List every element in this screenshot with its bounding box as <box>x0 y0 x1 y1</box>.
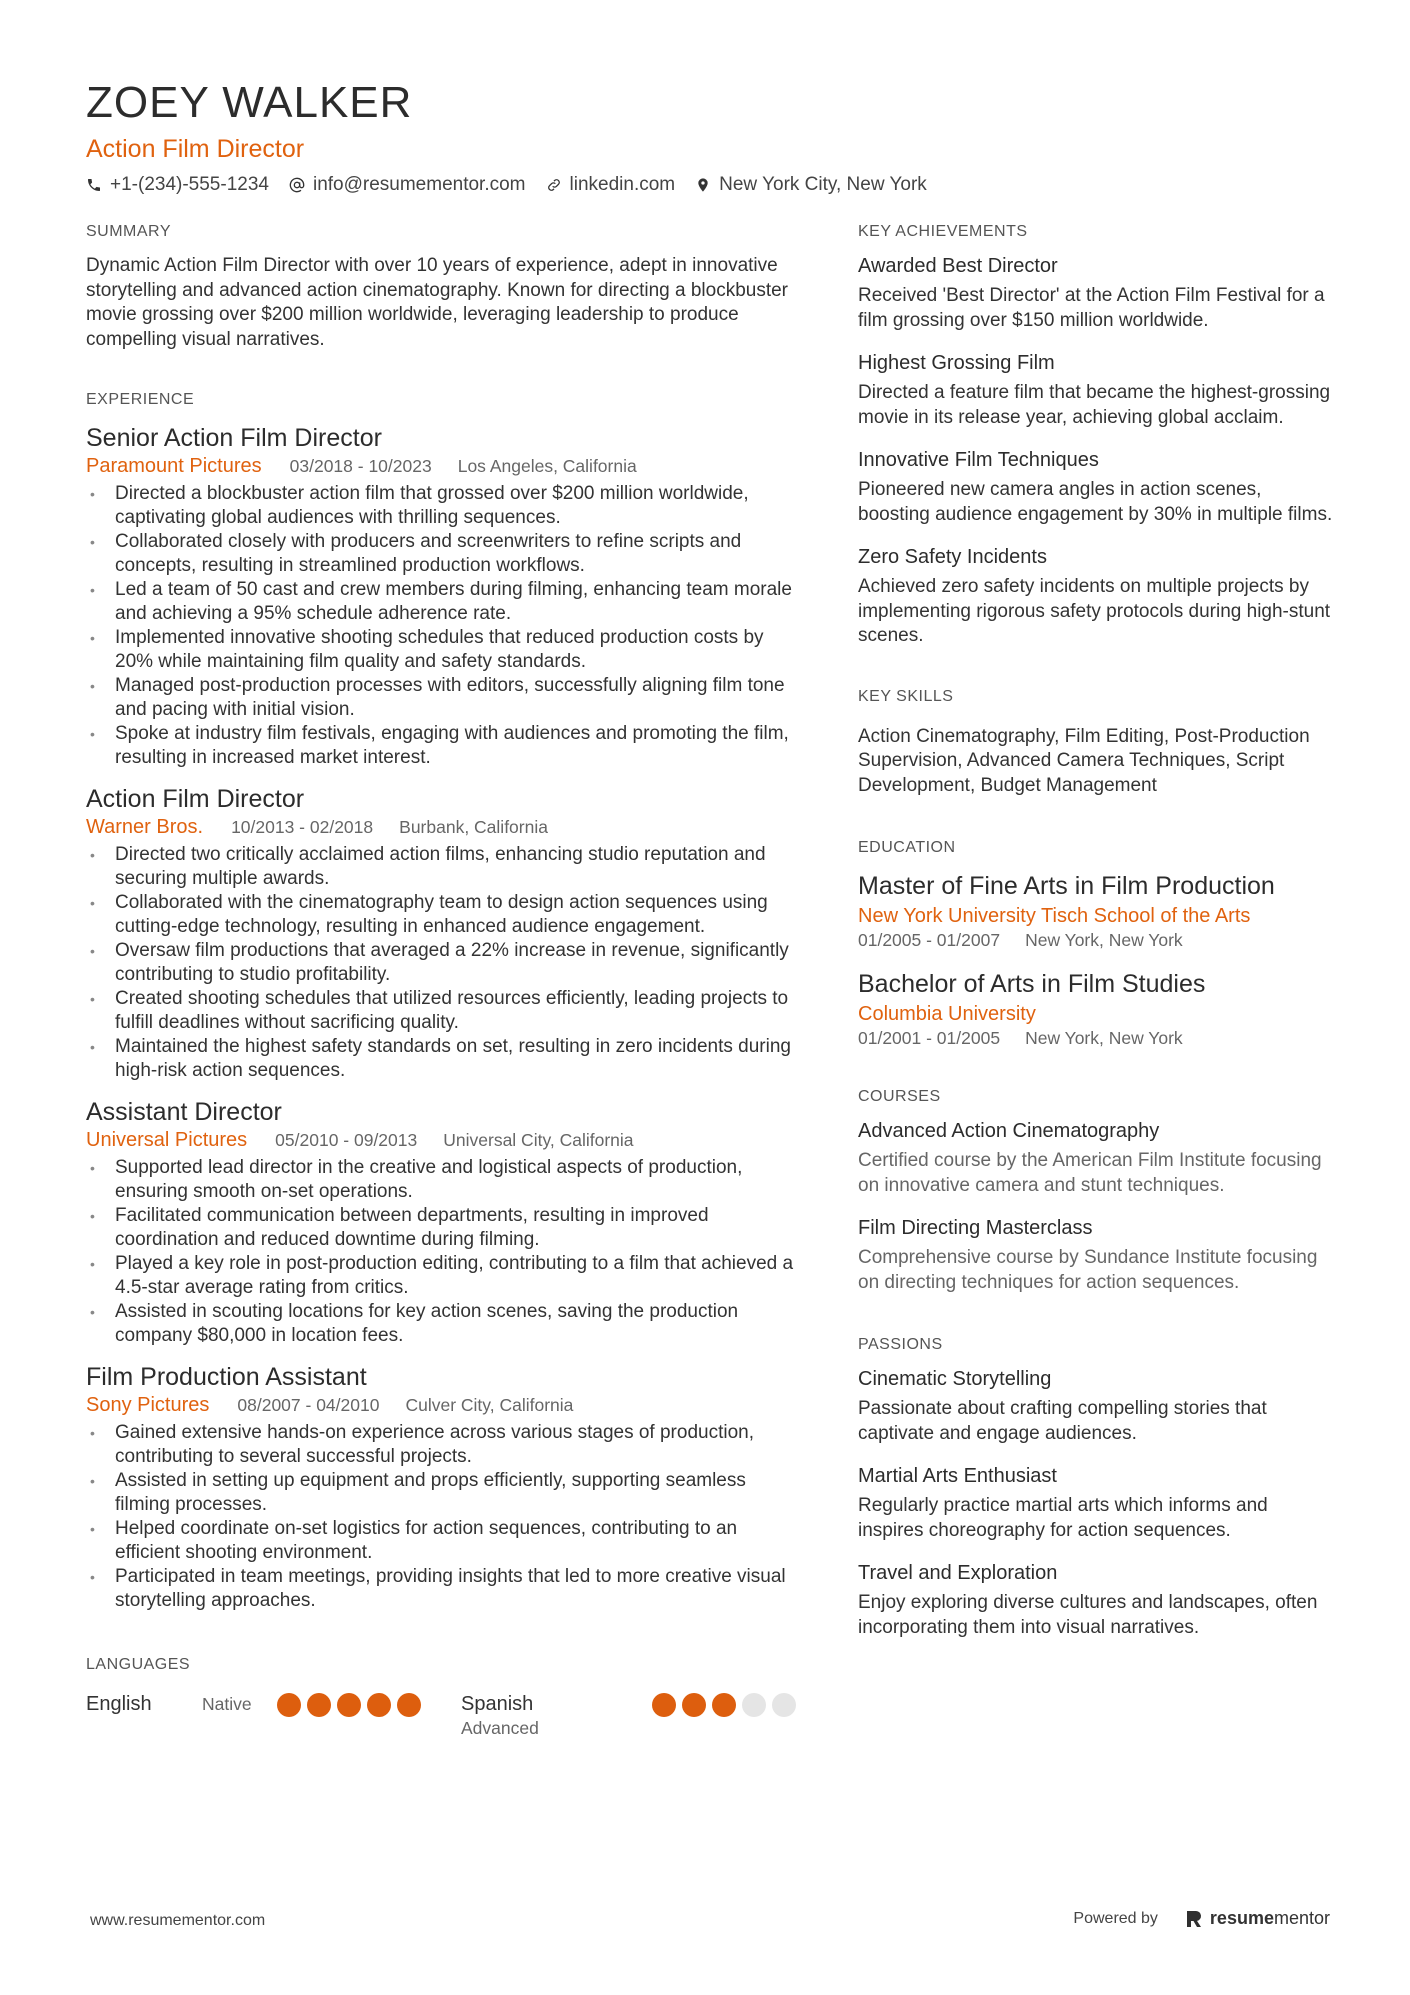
job-location: Los Angeles, California <box>457 456 637 476</box>
job-meta <box>86 1128 806 1152</box>
language-level: Native <box>202 1694 252 1714</box>
job-bullet: • Assisted in setting up equipment and props efficiently, supporting seamless filming processes. <box>86 1469 806 1517</box>
education-degree: Bachelor of Arts in Film Studies <box>858 970 1206 998</box>
brand-logo[interactable] <box>1184 1908 1330 1929</box>
rating-dot-filled <box>337 1693 361 1717</box>
phone-text[interactable]: +1-(234)-555-1234 <box>110 174 269 195</box>
brand-light: mentor <box>1273 1908 1330 1928</box>
language-name: English <box>86 1693 152 1715</box>
job-bullet: • Supported lead director in the creative and logistical aspects of production, ensuring smooth on-set operations. <box>86 1156 806 1204</box>
achievement-item <box>858 447 1338 527</box>
rating-dot-filled <box>652 1693 676 1717</box>
contact-email <box>289 173 526 197</box>
right-column <box>858 222 1338 1640</box>
job-bullet: • Helped coordinate on-set logistics for action sequences, contributing to an efficient shooting environment. <box>86 1517 806 1565</box>
rating-dot-filled <box>682 1693 706 1717</box>
course-text: Comprehensive course by Sundance Institute focusing on directing techniques for action sequences. <box>858 1247 1318 1293</box>
at-icon <box>289 177 305 193</box>
rating-dot-filled <box>712 1693 736 1717</box>
course-item <box>858 1118 1338 1198</box>
language-text <box>86 1691 252 1717</box>
rating-dot-filled <box>397 1693 421 1717</box>
resumementor-logo-icon <box>1184 1909 1204 1929</box>
brand-bold: resume <box>1209 1908 1274 1928</box>
language-item <box>86 1691 421 1739</box>
job-bullet: • Facilitated communication between departments, resulting in improved coordination and reduced downtime during filming. <box>86 1204 806 1252</box>
rating-dot-filled <box>307 1693 331 1717</box>
job-bullet: • Directed a blockbuster action film that grossed over $200 million worldwide, captivating global audiences with thrilling sequences. <box>86 482 806 530</box>
achievement-title: Highest Grossing Film <box>858 352 1055 374</box>
education-location: New York, New York <box>1025 930 1183 950</box>
job-dates: 08/2007 - 04/2010 <box>237 1395 380 1415</box>
passion-item <box>858 1366 1338 1446</box>
education-school: Columbia University <box>858 1003 1036 1025</box>
achievement-item <box>858 253 1338 333</box>
languages-heading: LANGUAGES <box>86 1656 191 1673</box>
passion-text: Passionate about crafting compelling stories that captivate and engage audiences. <box>858 1398 1267 1444</box>
language-rating <box>646 1693 796 1717</box>
job-bullet: • Maintained the highest safety standards on set, resulting in zero incidents during high-risk action sequences. <box>86 1035 806 1083</box>
left-column <box>86 222 806 1739</box>
passion-title: Cinematic Storytelling <box>858 1368 1052 1390</box>
job-bullet: • Implemented innovative shooting schedules that reduced production costs by 20% while maintaining film quality and safety standards. <box>86 626 806 674</box>
job-entry <box>86 423 806 770</box>
job-meta <box>86 815 806 839</box>
location-text: New York City, New York <box>719 174 927 195</box>
job-company: Universal Pictures <box>86 1129 248 1151</box>
achievement-item <box>858 350 1338 430</box>
language-item <box>461 1691 796 1739</box>
contact-row <box>86 173 1326 197</box>
language-level: Advanced <box>461 1718 539 1738</box>
job-bullet: • Assisted in scouting locations for key action scenes, saving the production company $80,000 in location fees. <box>86 1300 806 1348</box>
rating-dot-empty <box>772 1693 796 1717</box>
education-location: New York, New York <box>1025 1028 1183 1048</box>
achievement-text: Achieved zero safety incidents on multiple projects by implementing rigorous safety protocols during high-stunt scenes. <box>858 576 1331 646</box>
education-meta <box>858 1027 1338 1049</box>
job-company: Sony Pictures <box>86 1394 210 1416</box>
language-name: Spanish <box>461 1693 534 1715</box>
job-title: Senior Action Film Director <box>86 424 382 452</box>
powered-by-label: Powered by <box>1073 1909 1158 1927</box>
job-bullets <box>86 1421 806 1613</box>
education-meta <box>858 929 1338 951</box>
job-bullets <box>86 482 806 770</box>
job-bullets <box>86 843 806 1083</box>
achievement-title: Innovative Film Techniques <box>858 449 1099 471</box>
job-bullet: • Directed two critically acclaimed action films, enhancing studio reputation and securing multiple awards. <box>86 843 806 891</box>
job-location: Culver City, California <box>405 1395 574 1415</box>
job-entry <box>86 1097 806 1348</box>
job-title: Film Production Assistant <box>86 1363 367 1391</box>
resume-header <box>86 78 1326 197</box>
job-dates: 10/2013 - 02/2018 <box>231 817 374 837</box>
job-bullet: • Led a team of 50 cast and crew members during filming, enhancing team morale and achieving a 95% schedule adherence rate. <box>86 578 806 626</box>
skills-text: Action Cinematography, Film Editing, Post-Production Supervision, Advanced Camera Techniques, Script Development, Budget Management <box>858 725 1310 796</box>
job-meta <box>86 1393 806 1417</box>
achievement-item <box>858 544 1338 649</box>
rating-dot-filled <box>367 1693 391 1717</box>
achievement-title: Zero Safety Incidents <box>858 546 1047 568</box>
email-text[interactable]: info@resumementor.com <box>312 174 526 195</box>
job-entry <box>86 784 806 1083</box>
achievement-title: Awarded Best Director <box>858 255 1058 277</box>
job-dates: 05/2010 - 09/2013 <box>275 1130 418 1150</box>
job-location: Universal City, California <box>443 1130 634 1150</box>
footer-website[interactable]: www.resumementor.com <box>90 1912 266 1929</box>
job-company: Warner Bros. <box>86 816 204 838</box>
contact-linkedin <box>546 173 676 197</box>
course-title: Film Directing Masterclass <box>858 1217 1093 1239</box>
experience-heading: EXPERIENCE <box>86 391 195 408</box>
job-bullet: • Spoke at industry film festivals, engaging with audiences and promoting the film, resulting in increased market interest. <box>86 722 806 770</box>
passion-title: Martial Arts Enthusiast <box>858 1465 1057 1487</box>
job-title: Assistant Director <box>86 1098 282 1126</box>
contact-location <box>695 173 927 197</box>
job-company: Paramount Pictures <box>86 455 262 477</box>
achievement-text: Received 'Best Director' at the Action Film Festival for a film grossing over $150 million worldwide. <box>858 285 1325 331</box>
passion-item <box>858 1463 1338 1543</box>
job-bullet: • Managed post-production processes with editors, successfully aligning film tone and pacing with initial vision. <box>86 674 806 722</box>
passion-title: Travel and Exploration <box>858 1562 1058 1584</box>
education-degree: Master of Fine Arts in Film Production <box>858 872 1275 900</box>
location-pin-icon <box>695 177 711 193</box>
passion-item <box>858 1560 1338 1640</box>
education-heading: EDUCATION <box>858 839 956 856</box>
job-bullet: • Gained extensive hands-on experience across various stages of production, contributing to several successful projects. <box>86 1421 806 1469</box>
courses-heading: COURSES <box>858 1088 941 1105</box>
rating-dot-filled <box>277 1693 301 1717</box>
footer-branding <box>1073 1908 1330 1929</box>
summary-heading: SUMMARY <box>86 223 171 240</box>
summary-text: Dynamic Action Film Director with over 10 years of experience, adept in innovative storytelling and advanced action cinematography. Known for directing a blockbuster movie grossing over $200 million worldwide, leveraging leadership to produce compelling visual narratives. <box>86 255 788 350</box>
course-title: Advanced Action Cinematography <box>858 1120 1160 1142</box>
language-rating <box>271 1693 421 1717</box>
education-dates: 01/2005 - 01/2007 <box>858 930 1001 950</box>
education-item <box>858 871 1338 951</box>
passion-text: Regularly practice martial arts which informs and inspires choreography for action sequences. <box>858 1495 1268 1541</box>
contact-phone <box>86 173 269 197</box>
candidate-name: ZOEY WALKER <box>86 78 413 127</box>
education-item <box>858 969 1338 1049</box>
link-icon <box>546 177 562 193</box>
job-location: Burbank, California <box>399 817 548 837</box>
job-bullet: • Oversaw film productions that averaged a 22% increase in revenue, significantly contributing to studio profitability. <box>86 939 806 987</box>
job-meta <box>86 454 806 478</box>
achievements-heading: KEY ACHIEVEMENTS <box>858 223 1028 240</box>
job-title: Action Film Director <box>86 785 305 813</box>
languages-list <box>86 1691 806 1739</box>
linkedin-text[interactable]: linkedin.com <box>569 174 676 195</box>
passions-heading: PASSIONS <box>858 1336 943 1353</box>
achievement-text: Pioneered new camera angles in action scenes, boosting audience engagement by 30% in multiple films. <box>858 479 1333 525</box>
job-dates: 03/2018 - 10/2023 <box>289 456 432 476</box>
job-bullet: • Created shooting schedules that utilized resources efficiently, leading projects to fulfill deadlines without sacrificing quality. <box>86 987 806 1035</box>
course-item <box>858 1215 1338 1295</box>
passion-text: Enjoy exploring diverse cultures and landscapes, often incorporating them into visual narratives. <box>858 1592 1318 1638</box>
job-bullets <box>86 1156 806 1348</box>
phone-icon <box>86 177 102 193</box>
job-entry <box>86 1362 806 1613</box>
job-bullet: • Collaborated with the cinematography team to design action sequences using cutting-edge technology, resulting in enhanced audience engagement. <box>86 891 806 939</box>
job-bullet: • Played a key role in post-production editing, contributing to a film that achieved a 4.5-star average rating from critics. <box>86 1252 806 1300</box>
rating-dot-empty <box>742 1693 766 1717</box>
language-text <box>461 1691 539 1739</box>
candidate-title: Action Film Director <box>86 135 305 163</box>
education-school: New York University Tisch School of the Arts <box>858 905 1251 927</box>
education-dates: 01/2001 - 01/2005 <box>858 1028 1001 1048</box>
job-bullet: • Participated in team meetings, providing insights that led to more creative visual storytelling approaches. <box>86 1565 806 1613</box>
skills-heading: KEY SKILLS <box>858 687 954 705</box>
job-bullet: • Collaborated closely with producers and screenwriters to refine scripts and concepts, resulting in streamlined production workflows. <box>86 530 806 578</box>
course-text: Certified course by the American Film Institute focusing on innovative camera and stunt techniques. <box>858 1150 1322 1196</box>
achievement-text: Directed a feature film that became the highest-grossing movie in its release year, achieving global acclaim. <box>858 382 1331 428</box>
